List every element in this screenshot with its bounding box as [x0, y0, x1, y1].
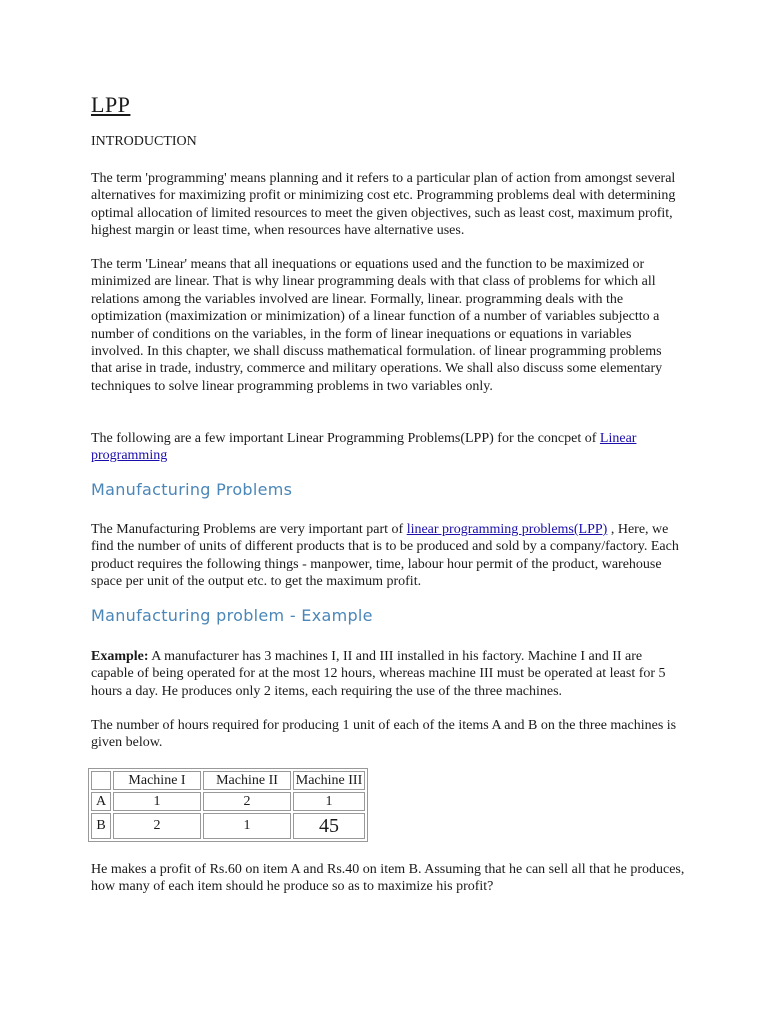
table-header-cell: Machine III [293, 771, 365, 790]
example-paragraph [91, 648, 686, 700]
table-header-cell: Machine II [203, 771, 291, 790]
table-cell: 2 [203, 792, 291, 811]
table-row [91, 813, 365, 839]
linear-programming-link[interactable]: Linear programming [91, 431, 637, 464]
profit-question-paragraph: He makes a profit of Rs.60 on item A and Rs.40 on item B. Assuming that he can sell all that he produces, how many of each item should he produce so as to maximize his profit? [91, 862, 685, 895]
example-label: Example: [91, 649, 149, 664]
intro-paragraph-programming: The term 'programming' means planning and it refers to a particular plan of action from amongst several alternatives for maximizing profit or minimizing cost etc. Programming problems deal with determining optimal allocation of limited resources to meet the given objectives, such as least cost, maximum profit, highest margin or least time, when resources have alternative uses. [91, 171, 676, 239]
manufacturing-text-before: The Manufacturing Problems are very important part of [91, 522, 407, 537]
manufacturing-example-heading: Manufacturing problem - Example [91, 606, 373, 625]
table-row [91, 792, 365, 811]
table-cell: 1 [113, 792, 201, 811]
introduction-heading: INTRODUCTION [91, 134, 197, 149]
lpp-list-intro-paragraph [91, 430, 686, 465]
hours-table-intro: The number of hours required for producing 1 unit of each of the items A and B on the three machines is given below. [91, 718, 677, 751]
manufacturing-text-after: , Here, we find the number of units of different products that is to be produced and sold by a company/factory. Each product requires the following things - manpower, time, labour hour permit of the product, warehouse space per unit of the output etc. to get the maximum profit. [91, 522, 679, 590]
lpp-list-intro-text: The following are a few important Linear Programming Problems(LPP) for the concpet of [91, 431, 600, 446]
table-header-cell: Machine I [113, 771, 201, 790]
example-text: A manufacturer has 3 machines I, II and III installed in his factory. Machine I and II are capable of being operated for at the most 12 hours, whereas machine III must be operated at least for 5 hours a day. He produces only 2 items, each requiring the use of the three machines. [91, 649, 666, 699]
table-cell: 1 [203, 813, 291, 839]
page-title: LPP [91, 92, 131, 117]
table-cell: 2 [113, 813, 201, 839]
table-corner-cell [91, 771, 111, 790]
table-row-label: B [91, 813, 111, 839]
table-row-label: A [91, 792, 111, 811]
manufacturing-problems-paragraph [91, 521, 686, 591]
table-cell: 45 [293, 813, 365, 839]
intro-paragraph-linear: The term 'Linear' means that all inequations or equations used and the function to be maximized or minimized are linear. That is why linear programming deals with that class of problems for which all relations among the variables involved are linear. Formally, linear. programming deals with the optimization (maximization or minimization) of a linear function of a number of variables subjectto a number of conditions on the variables, in the form of linear inequations or equations in variables involved. In this chapter, we shall discuss mathematical formulation. of linear programming problems that arise in trade, industry, commerce and military operations. We shall also discuss some elementary techniques to solve linear programming problems in two variables only. [91, 257, 663, 394]
table-cell: 1 [293, 792, 365, 811]
table-header-row [91, 771, 365, 790]
machine-hours-table [88, 768, 368, 842]
lpp-link[interactable]: linear programming problems(LPP) [406, 522, 608, 537]
manufacturing-problems-heading: Manufacturing Problems [91, 480, 293, 499]
